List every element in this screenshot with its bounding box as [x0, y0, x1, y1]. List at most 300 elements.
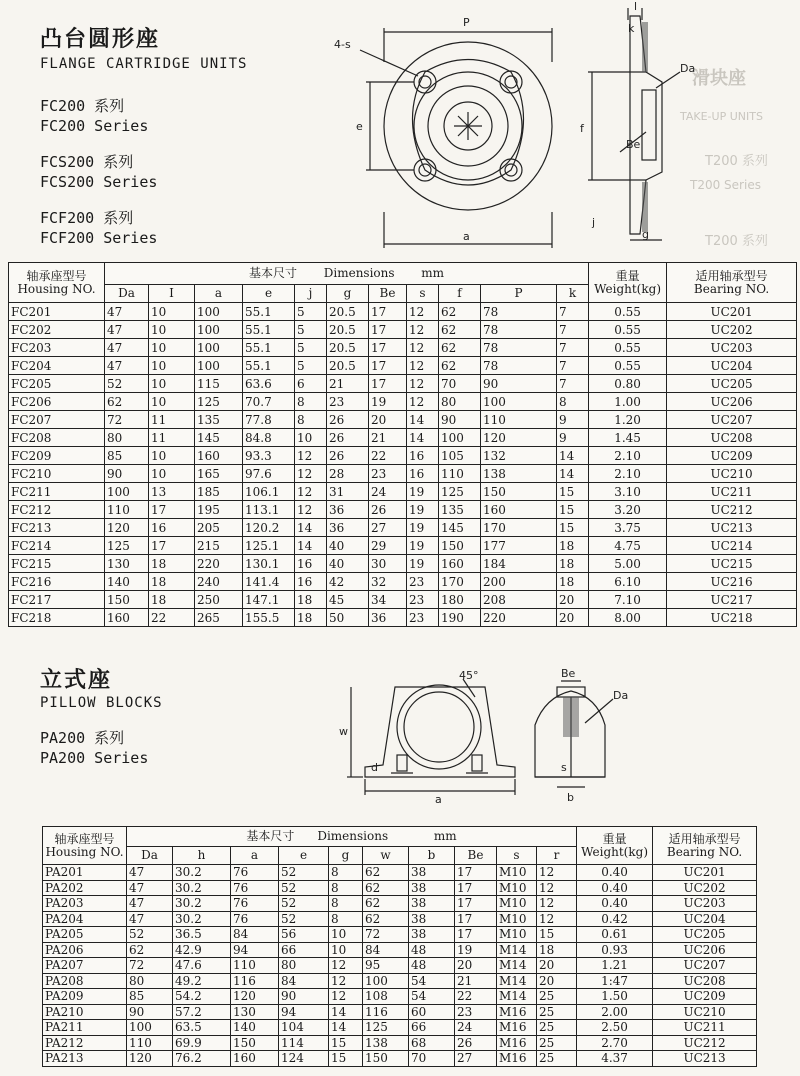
- table-cell: 18: [149, 591, 195, 609]
- table-cell: 115: [195, 375, 243, 393]
- table-cell: 17: [369, 303, 407, 321]
- table-cell: 78: [481, 357, 557, 375]
- table-cell: M10: [497, 880, 537, 896]
- table-cell: 100: [105, 483, 149, 501]
- table-cell: 68: [409, 1035, 455, 1051]
- bearing-number-cell: UC202: [667, 321, 797, 339]
- table-cell: 8.00: [589, 609, 667, 627]
- series-fcf200-en: FCF200 Series: [40, 229, 158, 247]
- table-cell: 62: [363, 896, 409, 912]
- housing-number-cell: FC212: [9, 501, 105, 519]
- table-cell: 8: [295, 393, 327, 411]
- bearing-number-cell: UC210: [667, 465, 797, 483]
- table-cell: 147.1: [243, 591, 295, 609]
- pillow-label-a: a: [435, 793, 442, 806]
- pillow-series-list: [40, 728, 148, 768]
- table-cell: 16: [295, 573, 327, 591]
- table-cell: 7: [557, 321, 589, 339]
- table-row: [9, 429, 797, 447]
- bearing-number-cell: UC216: [667, 573, 797, 591]
- table-cell: 180: [439, 591, 481, 609]
- table-cell: 160: [481, 501, 557, 519]
- table-cell: 110: [127, 1035, 173, 1051]
- pillow-label-angle: 45°: [459, 669, 479, 682]
- pillow-label-b: b: [567, 791, 574, 804]
- table-cell: 12: [407, 339, 439, 357]
- table-row: [43, 880, 757, 896]
- table-cell: 23: [455, 1004, 497, 1020]
- pillow-bearing-header-en: Bearing NO.: [666, 844, 743, 859]
- table-cell: 12: [407, 375, 439, 393]
- table-cell: 14: [295, 537, 327, 555]
- table-cell: 2.10: [589, 465, 667, 483]
- table-cell: 23: [407, 573, 439, 591]
- table-cell: 20.5: [327, 357, 369, 375]
- table-cell: 25: [537, 1035, 577, 1051]
- flange-label-da: Da: [680, 62, 696, 75]
- table-cell: 120.2: [243, 519, 295, 537]
- table-cell: M14: [497, 989, 537, 1005]
- table-cell: 10: [329, 942, 363, 958]
- table-cell: 52: [279, 911, 329, 927]
- table-cell: 30: [369, 555, 407, 573]
- bearing-number-cell: UC206: [653, 942, 757, 958]
- table-cell: 76: [231, 896, 279, 912]
- table-cell: 140: [105, 573, 149, 591]
- table-cell: 8: [329, 865, 363, 881]
- table-cell: 62: [105, 393, 149, 411]
- table-cell: 0.61: [577, 927, 653, 943]
- table-cell: 100: [127, 1020, 173, 1036]
- table-cell: 17: [149, 501, 195, 519]
- table-cell: 78: [481, 303, 557, 321]
- bearing-number-cell: UC202: [653, 880, 757, 896]
- table-cell: 108: [363, 989, 409, 1005]
- table-cell: 76: [231, 880, 279, 896]
- housing-number-cell: PA213: [43, 1051, 127, 1067]
- table-row: [43, 896, 757, 912]
- table-cell: 55.1: [243, 357, 295, 375]
- table-cell: 70: [409, 1051, 455, 1067]
- table-cell: 140: [231, 1020, 279, 1036]
- table-cell: 47: [105, 339, 149, 357]
- housing-number-cell: FC203: [9, 339, 105, 357]
- pillow-col-header: g: [329, 847, 363, 865]
- table-cell: 32: [369, 573, 407, 591]
- table-row: [43, 942, 757, 958]
- table-cell: 10: [149, 357, 195, 375]
- table-cell: 9: [557, 411, 589, 429]
- table-cell: 52: [279, 896, 329, 912]
- series-fcs200-zh: FCS200 系列: [40, 153, 134, 171]
- table-cell: 8: [295, 411, 327, 429]
- table-cell: 18: [149, 573, 195, 591]
- weight-header-zh: 重量: [615, 268, 640, 283]
- table-cell: 12: [329, 973, 363, 989]
- table-cell: 16: [149, 519, 195, 537]
- table-cell: 13: [149, 483, 195, 501]
- table-cell: 40: [327, 555, 369, 573]
- table-cell: 155.5: [243, 609, 295, 627]
- table-cell: 26: [455, 1035, 497, 1051]
- table-cell: 18: [295, 591, 327, 609]
- table-cell: 62: [363, 880, 409, 896]
- table-cell: 9: [557, 429, 589, 447]
- series-pa200-zh: PA200 系列: [40, 729, 125, 747]
- ghost-subtitle: TAKE-UP UNITS: [680, 110, 763, 123]
- table-cell: 1:47: [577, 973, 653, 989]
- flange-label-holes: 4-s: [334, 38, 351, 51]
- table-cell: 47: [127, 896, 173, 912]
- table-cell: 0.55: [589, 339, 667, 357]
- table-row: [9, 555, 797, 573]
- table-cell: 22: [149, 609, 195, 627]
- table-cell: 24: [369, 483, 407, 501]
- table-cell: 0.80: [589, 375, 667, 393]
- table-cell: 150: [439, 537, 481, 555]
- table-cell: 17: [369, 339, 407, 357]
- table-cell: 17: [149, 537, 195, 555]
- housing-number-cell: FC210: [9, 465, 105, 483]
- housing-number-cell: PA202: [43, 880, 127, 896]
- table-cell: 15: [557, 519, 589, 537]
- table-cell: 28: [327, 465, 369, 483]
- table-cell: 5: [295, 357, 327, 375]
- table-cell: 3.75: [589, 519, 667, 537]
- table-cell: 10: [149, 465, 195, 483]
- table-cell: 62: [439, 357, 481, 375]
- pillow-col-header: b: [409, 847, 455, 865]
- series-fcf200-zh: FCF200 系列: [40, 209, 134, 227]
- bearing-header-zh: 适用轴承型号: [695, 268, 768, 283]
- table-cell: 12: [295, 483, 327, 501]
- pillow-col-header: Da: [127, 847, 173, 865]
- table-cell: 0.40: [577, 865, 653, 881]
- table-cell: 138: [481, 465, 557, 483]
- table-cell: 1.21: [577, 958, 653, 974]
- table-row: [43, 958, 757, 974]
- table-cell: 17: [455, 911, 497, 927]
- flange-label-j: j: [592, 216, 596, 229]
- table-cell: 19: [407, 537, 439, 555]
- table-cell: 95: [363, 958, 409, 974]
- table-cell: 47: [105, 357, 149, 375]
- table-cell: 124: [279, 1051, 329, 1067]
- pillow-housing-header-en: Housing NO.: [45, 844, 124, 859]
- table-cell: 100: [481, 393, 557, 411]
- table-cell: 14: [329, 1020, 363, 1036]
- pillow-label-d: d: [371, 761, 378, 774]
- bearing-number-cell: UC208: [667, 429, 797, 447]
- ghost-title: 滑块座: [692, 68, 746, 89]
- bearing-number-cell: UC206: [667, 393, 797, 411]
- table-cell: 100: [195, 303, 243, 321]
- table-cell: 240: [195, 573, 243, 591]
- bearing-number-cell: UC207: [653, 958, 757, 974]
- pillow-bearing-header-zh: 适用轴承型号: [668, 831, 741, 846]
- pillow-dimensions-header-en: Dimensions: [317, 829, 389, 843]
- bearing-number-cell: UC203: [667, 339, 797, 357]
- table-cell: 30.2: [173, 880, 231, 896]
- table-cell: 62: [439, 339, 481, 357]
- table-cell: 38: [409, 896, 455, 912]
- table-cell: 200: [481, 573, 557, 591]
- table-cell: 10: [149, 447, 195, 465]
- table-cell: 165: [195, 465, 243, 483]
- pillow-col-header: e: [279, 847, 329, 865]
- table-cell: 84: [363, 942, 409, 958]
- table-cell: 52: [105, 375, 149, 393]
- table-cell: 125: [105, 537, 149, 555]
- flange-label-e: e: [356, 120, 363, 133]
- table-cell: 8: [329, 896, 363, 912]
- table-cell: 20: [455, 958, 497, 974]
- series-fc200-en: FC200 Series: [40, 117, 149, 135]
- table-cell: 90: [279, 989, 329, 1005]
- table-cell: 0.40: [577, 880, 653, 896]
- table-cell: 60: [409, 1004, 455, 1020]
- table-cell: 14: [407, 411, 439, 429]
- table-cell: 55.1: [243, 303, 295, 321]
- table-cell: 62: [439, 321, 481, 339]
- pillow-col-header: s: [497, 847, 537, 865]
- housing-header-en: Housing NO.: [17, 281, 96, 296]
- table-cell: 17: [369, 321, 407, 339]
- table-cell: 72: [127, 958, 173, 974]
- bearing-number-cell: UC208: [653, 973, 757, 989]
- flange-col-header: j: [295, 285, 327, 303]
- table-cell: 12: [537, 880, 577, 896]
- pillow-label-be: Be: [561, 667, 576, 680]
- table-cell: 110: [481, 411, 557, 429]
- table-cell: 20.5: [327, 303, 369, 321]
- table-cell: 4.75: [589, 537, 667, 555]
- table-row: [9, 483, 797, 501]
- table-cell: 2.70: [577, 1035, 653, 1051]
- table-cell: 120: [231, 989, 279, 1005]
- table-cell: M10: [497, 911, 537, 927]
- housing-header-zh: 轴承座型号: [26, 268, 87, 283]
- housing-number-cell: PA211: [43, 1020, 127, 1036]
- table-cell: M10: [497, 927, 537, 943]
- bearing-number-cell: UC209: [667, 447, 797, 465]
- table-cell: 52: [279, 865, 329, 881]
- table-cell: 1.20: [589, 411, 667, 429]
- table-cell: 42: [327, 573, 369, 591]
- table-cell: 208: [481, 591, 557, 609]
- table-cell: 18: [537, 942, 577, 958]
- table-cell: 160: [105, 609, 149, 627]
- table-cell: 12: [407, 321, 439, 339]
- pillow-col-header: h: [173, 847, 231, 865]
- housing-header: [9, 263, 105, 303]
- housing-number-cell: FC217: [9, 591, 105, 609]
- table-cell: 14: [329, 1004, 363, 1020]
- table-cell: 22: [455, 989, 497, 1005]
- table-cell: 15: [537, 927, 577, 943]
- table-cell: 20.5: [327, 321, 369, 339]
- table-cell: 80: [105, 429, 149, 447]
- bearing-header-en: Bearing NO.: [693, 281, 770, 296]
- table-cell: 19: [369, 393, 407, 411]
- table-cell: 10: [149, 339, 195, 357]
- table-cell: 125: [195, 393, 243, 411]
- table-cell: M16: [497, 1035, 537, 1051]
- table-cell: 100: [195, 339, 243, 357]
- table-cell: 14: [295, 519, 327, 537]
- table-cell: 36.5: [173, 927, 231, 943]
- housing-number-cell: FC204: [9, 357, 105, 375]
- dimensions-unit: mm: [421, 266, 445, 280]
- table-cell: 62: [363, 865, 409, 881]
- table-cell: 20: [537, 958, 577, 974]
- table-row: [43, 1035, 757, 1051]
- table-cell: 31: [327, 483, 369, 501]
- table-cell: 150: [481, 483, 557, 501]
- table-cell: 26: [327, 429, 369, 447]
- table-cell: 25: [537, 1004, 577, 1020]
- bearing-number-cell: UC211: [653, 1020, 757, 1036]
- table-cell: 36: [327, 519, 369, 537]
- pillow-weight-header-en: Weight(kg): [581, 844, 648, 859]
- dimensions-header: [105, 263, 589, 285]
- table-cell: M10: [497, 865, 537, 881]
- table-cell: M14: [497, 958, 537, 974]
- table-cell: 100: [363, 973, 409, 989]
- table-cell: 106.1: [243, 483, 295, 501]
- table-cell: 50: [327, 609, 369, 627]
- table-cell: 24: [455, 1020, 497, 1036]
- table-cell: 49.2: [173, 973, 231, 989]
- table-cell: 0.93: [577, 942, 653, 958]
- table-cell: 26: [369, 501, 407, 519]
- table-cell: 190: [439, 609, 481, 627]
- pillow-col-header: a: [231, 847, 279, 865]
- table-cell: 27: [369, 519, 407, 537]
- bearing-number-cell: UC211: [667, 483, 797, 501]
- table-cell: 1.00: [589, 393, 667, 411]
- table-cell: 19: [407, 483, 439, 501]
- table-cell: 160: [231, 1051, 279, 1067]
- pillow-col-header: Be: [455, 847, 497, 865]
- table-cell: 19: [455, 942, 497, 958]
- pillow-housing-header-zh: 轴承座型号: [54, 831, 115, 846]
- table-cell: 66: [409, 1020, 455, 1036]
- table-cell: 8: [557, 393, 589, 411]
- dimensions-header-zh: 基本尺寸: [249, 266, 298, 280]
- housing-number-cell: FC208: [9, 429, 105, 447]
- table-cell: 12: [295, 465, 327, 483]
- table-cell: 48: [409, 958, 455, 974]
- table-row: [43, 1020, 757, 1036]
- flange-col-header: k: [557, 285, 589, 303]
- housing-number-cell: FC214: [9, 537, 105, 555]
- table-cell: 16: [295, 555, 327, 573]
- table-cell: 195: [195, 501, 243, 519]
- table-cell: 125: [439, 483, 481, 501]
- ghost-series-zh-2: T200 系列: [705, 234, 768, 249]
- flange-col-header: g: [327, 285, 369, 303]
- table-cell: 120: [127, 1051, 173, 1067]
- table-cell: 62: [439, 303, 481, 321]
- table-cell: 0.55: [589, 357, 667, 375]
- housing-number-cell: PA212: [43, 1035, 127, 1051]
- table-cell: 12: [295, 501, 327, 519]
- table-cell: 170: [439, 573, 481, 591]
- table-cell: 141.4: [243, 573, 295, 591]
- table-cell: 116: [231, 973, 279, 989]
- housing-number-cell: FC213: [9, 519, 105, 537]
- table-cell: 1.50: [577, 989, 653, 1005]
- table-cell: 17: [369, 375, 407, 393]
- table-cell: 85: [105, 447, 149, 465]
- table-cell: 12: [407, 357, 439, 375]
- table-cell: 135: [439, 501, 481, 519]
- table-cell: 160: [439, 555, 481, 573]
- table-cell: 135: [195, 411, 243, 429]
- table-cell: 20: [369, 411, 407, 429]
- table-cell: 110: [231, 958, 279, 974]
- table-cell: 150: [231, 1035, 279, 1051]
- table-cell: 17: [369, 357, 407, 375]
- bearing-number-cell: UC213: [653, 1051, 757, 1067]
- table-cell: 6: [295, 375, 327, 393]
- pillow-title-zh: 立式座: [40, 668, 113, 693]
- table-cell: 56: [279, 927, 329, 943]
- table-cell: 29: [369, 537, 407, 555]
- table-cell: 7: [557, 339, 589, 357]
- table-cell: 94: [231, 942, 279, 958]
- housing-number-cell: FC206: [9, 393, 105, 411]
- table-cell: 47.6: [173, 958, 231, 974]
- table-cell: 19: [407, 519, 439, 537]
- bearing-number-cell: UC210: [653, 1004, 757, 1020]
- housing-number-cell: FC218: [9, 609, 105, 627]
- table-cell: 20: [557, 609, 589, 627]
- table-cell: 125.1: [243, 537, 295, 555]
- table-row: [9, 393, 797, 411]
- table-cell: 6.10: [589, 573, 667, 591]
- table-cell: 20: [557, 591, 589, 609]
- series-fc200-zh: FC200 系列: [40, 97, 125, 115]
- housing-number-cell: PA204: [43, 911, 127, 927]
- table-cell: 18: [557, 555, 589, 573]
- flange-title-zh: 凸台圆形座: [40, 27, 161, 52]
- table-row: [9, 447, 797, 465]
- bearing-number-cell: UC215: [667, 555, 797, 573]
- table-cell: 84.8: [243, 429, 295, 447]
- table-cell: 22: [369, 447, 407, 465]
- table-cell: 21: [369, 429, 407, 447]
- housing-number-cell: PA209: [43, 989, 127, 1005]
- bearing-number-cell: UC212: [653, 1035, 757, 1051]
- table-cell: 18: [295, 609, 327, 627]
- series-pa200-en: PA200 Series: [40, 749, 149, 767]
- table-cell: 90: [127, 1004, 173, 1020]
- table-cell: 160: [195, 447, 243, 465]
- table-cell: 38: [409, 880, 455, 896]
- table-cell: 100: [195, 357, 243, 375]
- table-cell: 47: [127, 865, 173, 881]
- table-cell: 205: [195, 519, 243, 537]
- bearing-number-cell: UC218: [667, 609, 797, 627]
- table-cell: 84: [231, 927, 279, 943]
- pillow-drawing: [335, 667, 635, 812]
- table-cell: 47: [105, 303, 149, 321]
- table-cell: 11: [149, 411, 195, 429]
- table-cell: 97.6: [243, 465, 295, 483]
- table-cell: 145: [195, 429, 243, 447]
